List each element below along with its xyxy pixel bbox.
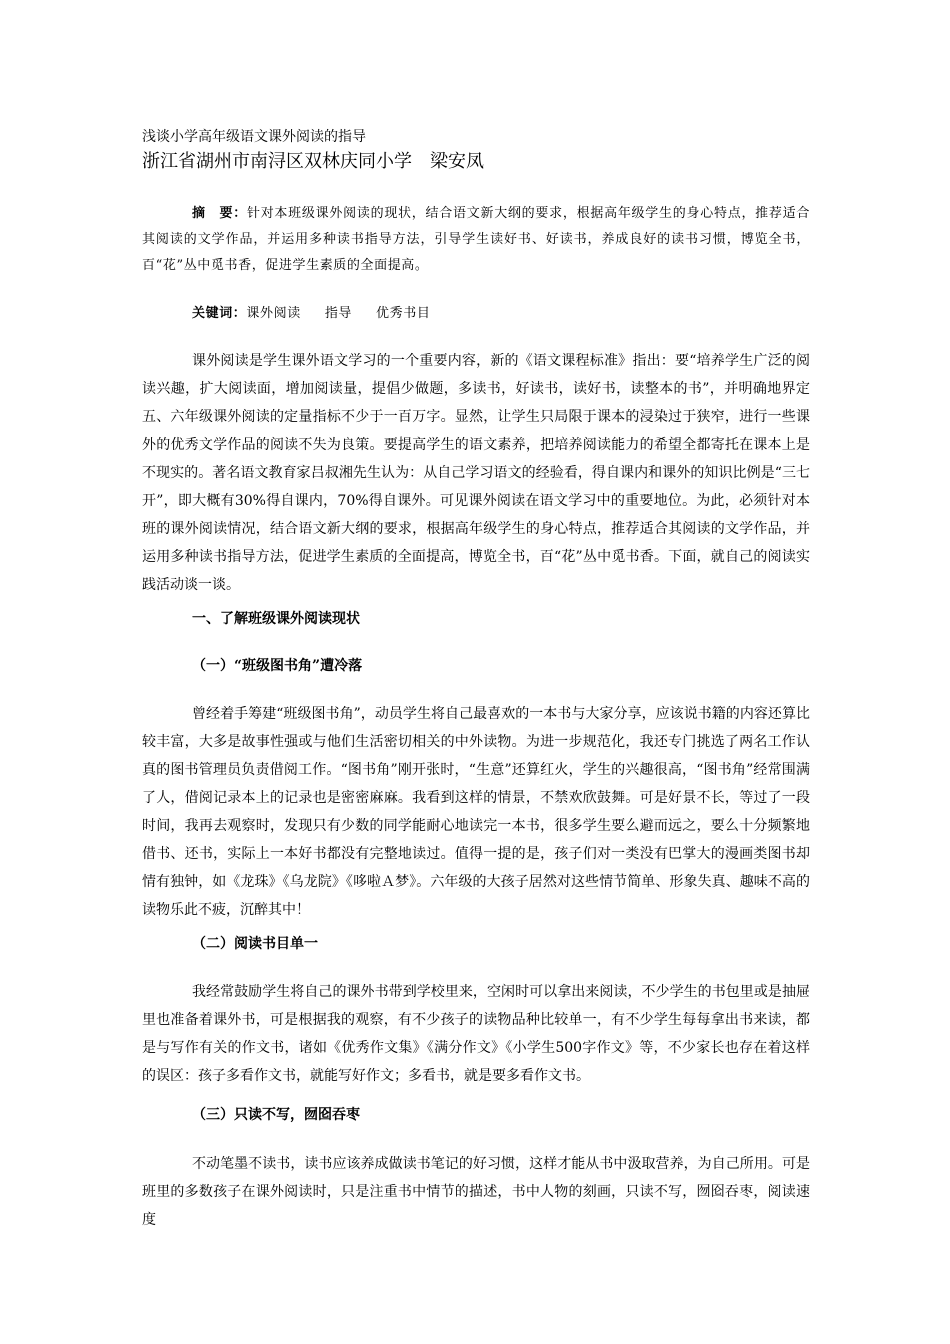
subsection-paragraph-1: 曾经着手筹建“班级图书角”，动员学生将自己最喜欢的一本书与大家分享，应该说书籍的内容还算比较丰富，大多是故事性强或与他们生活密切相关的中外读物。为进一步规范化，我还专门挑选了两名工作认真的图书管理员负责借阅工作。“图书角”刚开张时，“生意”还算红火，学生的兴趣很高，“图书角”经常围满了人，借阅记录本上的记录也是密密麻麻。我看到这样的情景，不禁欢欣鼓舞。可是好景不长，等过了一段时间，我再去观察时，发现只有少数的同学能耐心地读完一本书，很多学生要么避而远之，要么十分频繁地借书、还书，实际上一本好书都没有完整地读过。值得一提的是，孩子们对一类没有巴掌大的漫画类图书却情有独钟，如《龙珠》《乌龙院》《哆啦Ａ梦》。六年级的大孩子居然对这些情节简单、形象失真、趣味不高的读物乐此不疲，沉醉其中！ [142,706,810,918]
keyword-item: 指导 [324,306,353,321]
abstract-text: 针对本班级课外阅读的现状，结合语文新大纲的要求，根据高年级学生的身心特点，推荐适合其阅读的文学作品，并运用多种读书指导方法，引导学生读好书、好读书，养成良好的读书习惯，博览全书，百“花”丛中觅书香，促进学生素质的全面提高。 [142,206,810,273]
keyword-item: 课外阅读 [246,306,301,321]
keyword-item: 优秀书目 [376,306,431,321]
author-line: 浙江省湖州市南浔区双林庆同小学 梁安凤 [142,151,484,172]
subsection-heading-1: （一）“班级图书角”遭冷落 [192,658,363,674]
abstract-label: 摘 要： [192,206,247,221]
section-heading-1: 一、了解班级课外阅读现状 [192,611,360,627]
subsection-heading-3: （三）只读不写，囫囵吞枣 [192,1107,360,1123]
subsection-heading-2: （二）阅读书目单一 [192,936,318,952]
abstract-paragraph [142,201,810,279]
document-title: 浅谈小学高年级语文课外阅读的指导 [142,129,366,145]
subsection-paragraph-3: 不动笔墨不读书，读书应该养成做读书笔记的好习惯，这样才能从书中汲取营养，为自己所用。可是班里的多数孩子在课外阅读时，只是注重书中情节的描述，书中人物的刻画，只读不写，囫囵吞枣，阅读速度 [142,1156,810,1228]
keywords-label: 关键词： [192,306,247,321]
intro-paragraph: 课外阅读是学生课外语文学习的一个重要内容，新的《语文课程标准》指出：要“培养学生广泛的阅读兴趣，扩大阅读面，增加阅读量，提倡少做题，多读书，好读书，读好书，读整本的书”，并明确地界定五、六年级课外阅读的定量指标不少于一百万字。显然，让学生只局限于课本的浸染过于狭窄，进行一些课外的优秀文学作品的阅读不失为良策。要提高学生的语文素养，把培养阅读能力的希望全都寄托在课本上是不现实的。著名语文教育家吕叔湘先生认为：从自己学习语文的经验看，得自课内和课外的知识比例是“三七开”，即大概有30%得自课内，70%得自课外。可见课外阅读在语文学习中的重要地位。为此，必须针对本班的课外阅读情况，结合语文新大纲的要求，根据高年级学生的身心特点，推荐适合其阅读的文学作品，并运用多种读书指导方法，促进学生素质的全面提高，博览全书，百“花”丛中觅书香。下面，就自己的阅读实践活动谈一谈。 [142,353,810,593]
keywords-line [142,303,810,325]
subsection-paragraph-2: 我经常鼓励学生将自己的课外书带到学校里来，空闲时可以拿出来阅读，不少学生的书包里或是抽屉里也准备着课外书，可是根据我的观察，有不少孩子的读物品种比较单一，有不少学生每每拿出书来读，都是与写作有关的作文书，诸如《优秀作文集》《满分作文》《小学生500字作文》等，不少家长也存在着这样的误区：孩子多看作文书，就能写好作文；多看书，就是要多看作文书。 [142,984,810,1084]
